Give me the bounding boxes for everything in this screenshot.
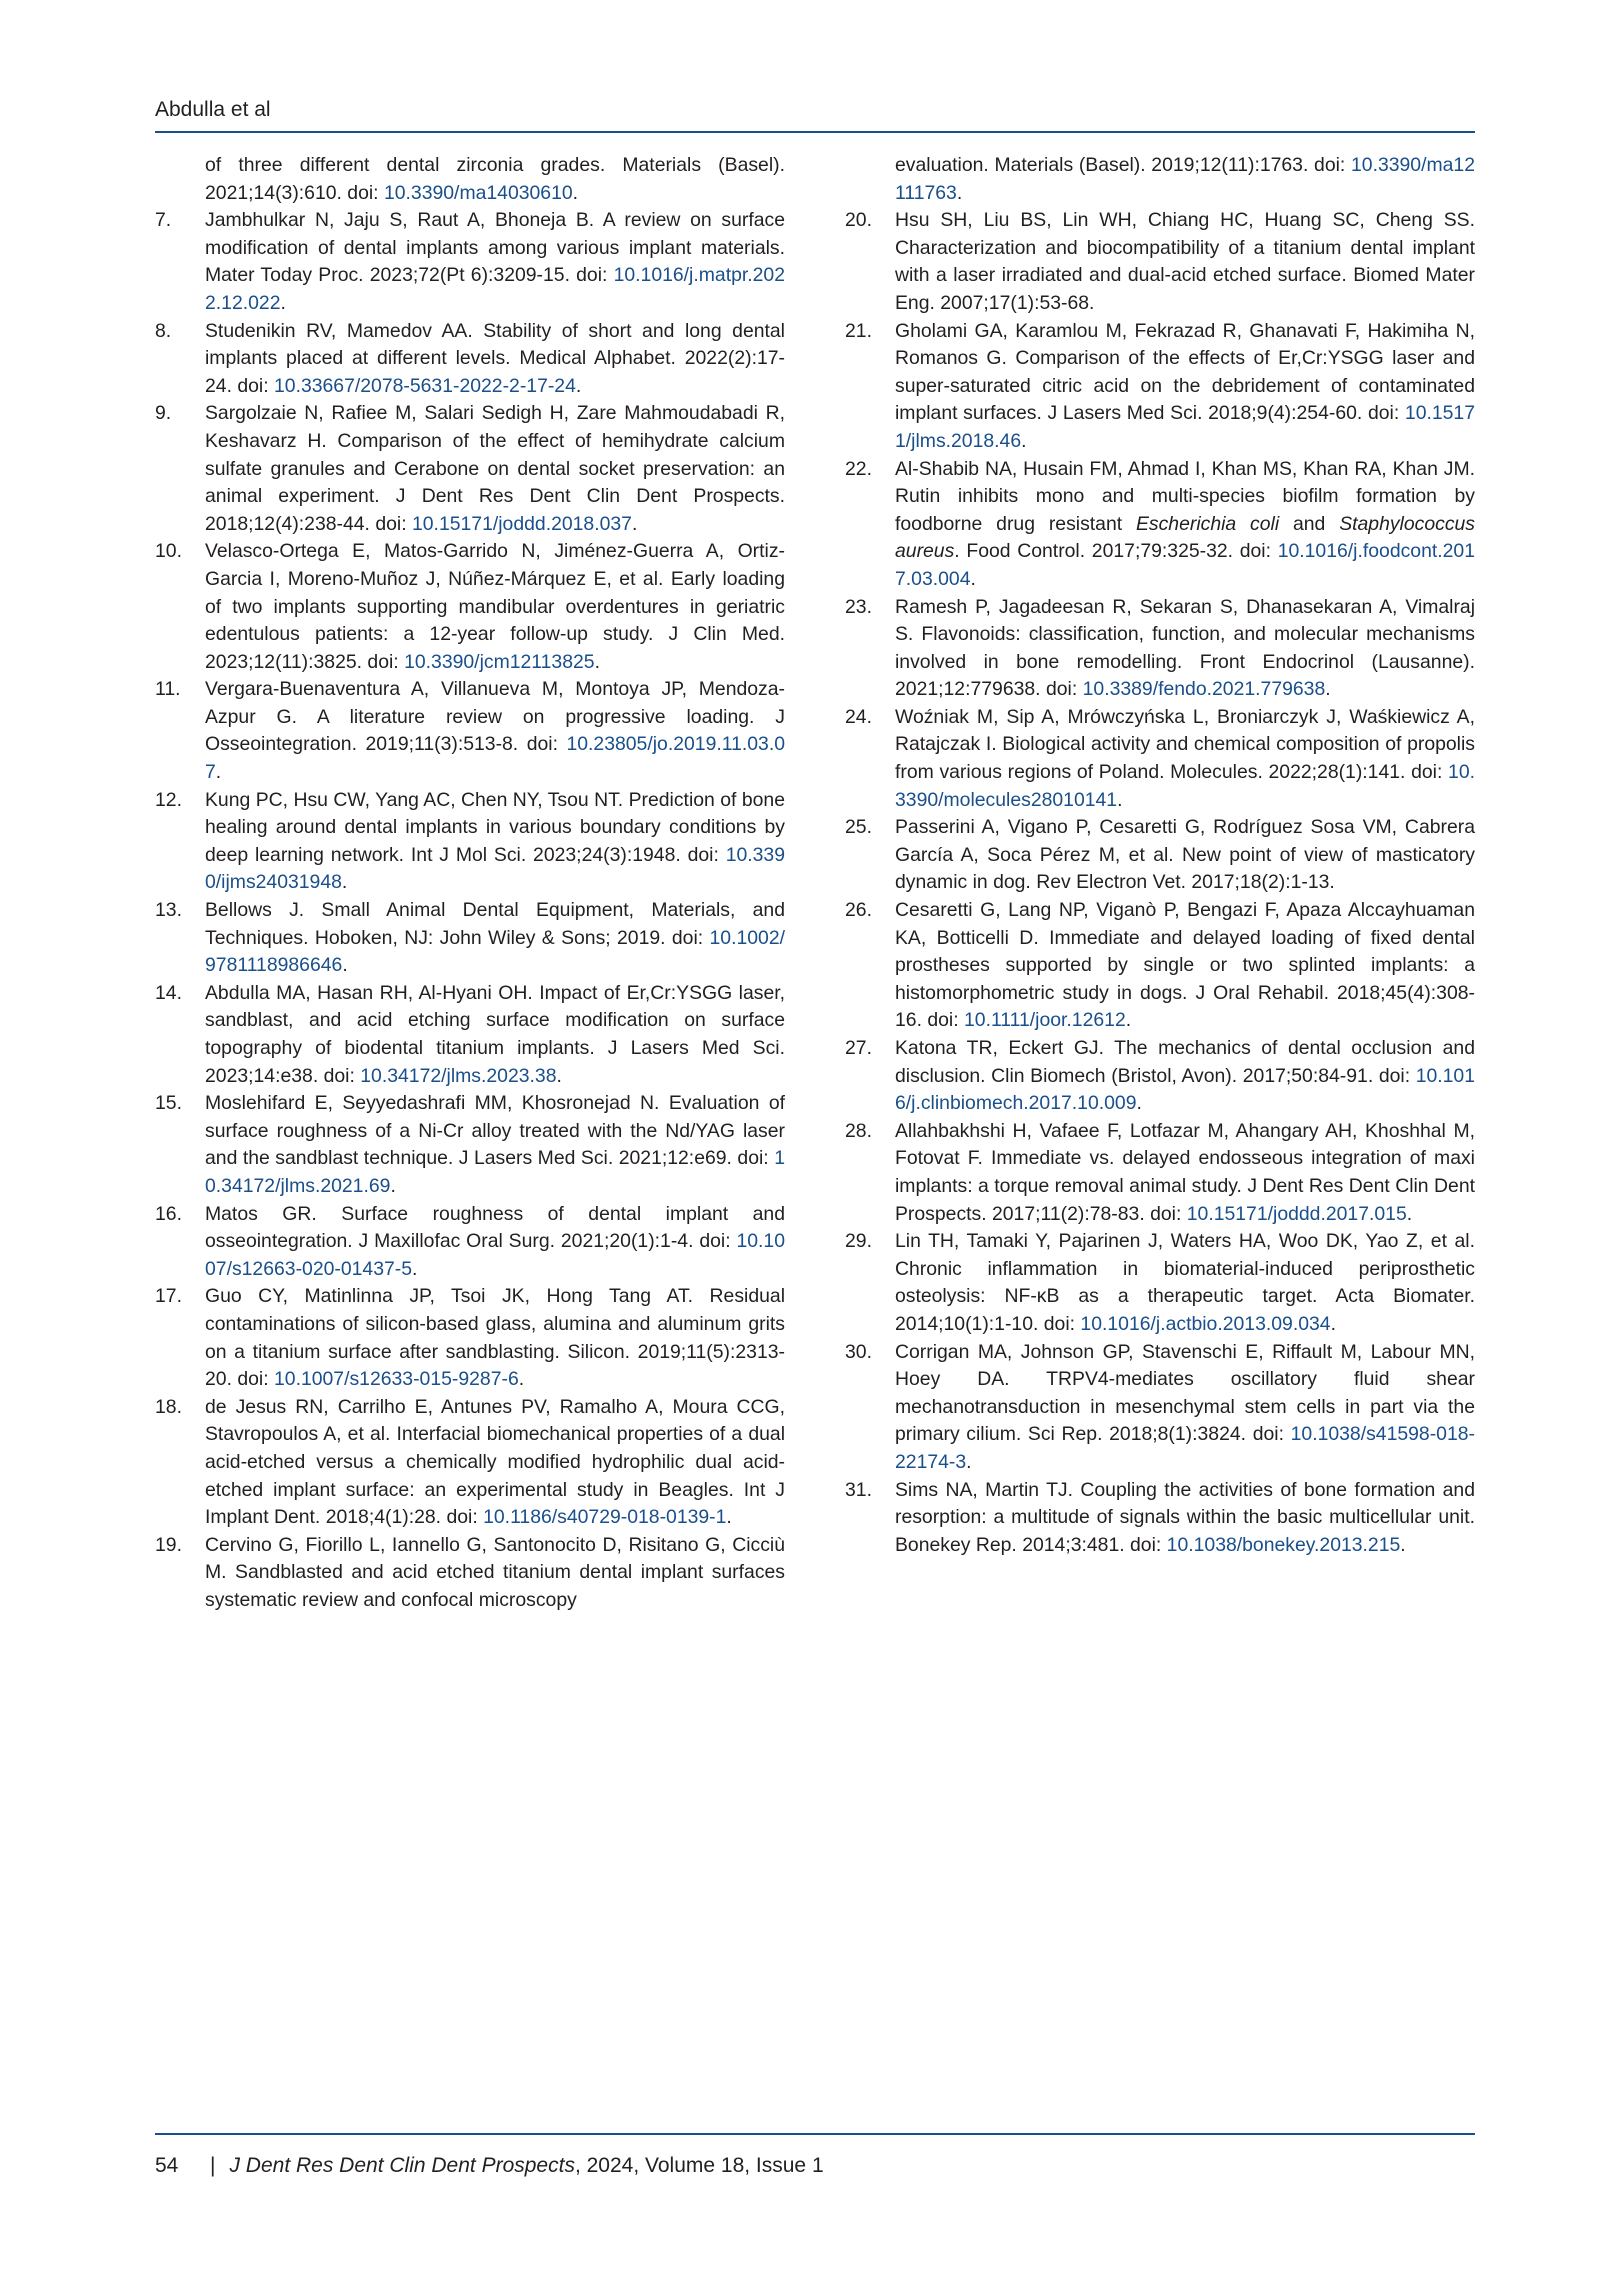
reference-number: 23. [845, 595, 872, 618]
reference-text [205, 1283, 785, 1393]
reference-item [155, 400, 785, 538]
reference-body: Moslehifard E, Seyyedashrafi MM, Khosronejad N. Evaluation of surface roughness of a Ni-Cr alloy treated with the Nd/YAG laser and the sandblast technique. J Lasers Med Sci. 2021;12:e69. doi: [205, 1092, 785, 1170]
reference-tail: . [556, 1064, 562, 1087]
reference-number: 24. [845, 705, 872, 728]
doi-link[interactable]: 10.15171/jlms.2018.46 [895, 402, 1475, 452]
reference-number: 13. [155, 899, 182, 922]
doi-link[interactable]: 10.1016/j.clinbiomech.2017.10.009 [895, 1064, 1475, 1115]
references-column-left [155, 152, 785, 1614]
reference-item [155, 1394, 785, 1532]
reference-number: 11. [155, 678, 181, 701]
doi-link[interactable]: 10.1111/joor.12612 [964, 1009, 1126, 1032]
species-name: Escherichia coli [1135, 512, 1280, 535]
reference-text [895, 1339, 1475, 1477]
doi-link[interactable]: 10.23805/jo.2019.11.03.07 [205, 733, 785, 784]
reference-body: Allahbakhshi H, Vafaee F, Lotfazar M, Ahangary AH, Khoshhal M, Fotovat F. Immediate vs. delayed endosseous integration of maxi implants: a torque removal animal study. J Dent Res Dent Clin Dent Prospects. 2017;11(2):78-83. doi: [895, 1119, 1475, 1225]
doi-link[interactable]: 10.33667/2078-5631-2022-2-17-24 [274, 374, 576, 397]
reference-text [895, 704, 1475, 814]
reference-text [205, 787, 785, 897]
doi-link[interactable]: 10.1016/j.matpr.2022.12.022 [205, 264, 785, 314]
doi-link[interactable]: 10.1038/bonekey.2013.215 [1166, 1533, 1401, 1556]
reference-body: Studenikin RV, Mamedov AA. Stability of short and long dental implants placed at different levels. Medical Alphabet. 2022(2):17-24. doi: [205, 319, 785, 397]
doi-link[interactable]: 10.15171/joddd.2018.037 [411, 512, 632, 535]
running-head: Abdulla et al [155, 98, 271, 121]
reference-text [895, 207, 1475, 317]
doi-link[interactable]: 10.1038/s41598-018-22174-3 [895, 1423, 1475, 1473]
reference-text [205, 538, 785, 676]
reference-item [845, 1118, 1475, 1228]
doi-link[interactable]: 10.1016/j.actbio.2013.09.034 [1080, 1312, 1331, 1335]
reference-body: Ramesh P, Jagadeesan R, Sekaran S, Dhanasekaran A, Vimalraj S. Flavonoids: classification, function, and molecular mechanisms involved in bone remodelling. Front Endocrinol (Lausanne). 2021;12:779638. doi: [895, 595, 1475, 701]
doi-link[interactable]: 10.1007/s12633-015-9287-6 [274, 1368, 519, 1391]
reference-number: 14. [155, 981, 182, 1004]
reference-body: Sims NA, Martin TJ. Coupling the activities of bone formation and resorption: a multitude of signals within the basic multicellular unit. Bonekey Rep. 2014;3:481. doi: [895, 1478, 1475, 1556]
reference-body: . Food Control. 2017;79:325-32. doi: [954, 540, 1278, 563]
reference-item [845, 1339, 1475, 1477]
reference-body: de Jesus RN, Carrilho E, Antunes PV, Ramalho A, Moura CCG, Stavropoulos A, et al. Interfacial biomechanical properties of a dual acid-etched versus a chemically modified hydrophilic dual acid-etched implant surface: an experimental study in Beagles. Int J Implant Dent. 2018;4(1):28. doi: [205, 1395, 785, 1529]
reference-tail: . [390, 1174, 396, 1197]
reference-tail: . [1136, 1092, 1142, 1115]
reference-item [155, 1090, 785, 1200]
reference-item [845, 1035, 1475, 1118]
reference-body: Kung PC, Hsu CW, Yang AC, Chen NY, Tsou NT. Prediction of bone healing around dental implants in various boundary conditions by deep learning network. Int J Mol Sci. 2023;24(3):1948. doi: [205, 788, 785, 866]
reference-tail: . [1330, 1312, 1336, 1335]
reference-number: 28. [845, 1119, 872, 1142]
reference-tail: . [280, 291, 286, 314]
reference-item [155, 1283, 785, 1393]
reference-text [205, 1201, 785, 1284]
issue-info: , 2024, Volume 18, Issue 1 [574, 2154, 824, 2177]
reference-body: Guo CY, Matinlinna JP, Tsoi JK, Hong Tang AT. Residual contaminations of silicon-based glass, alumina and aluminum grits on a titanium surface after sandblasting. Silicon. 2019;11(5):2313-20. doi: [205, 1285, 785, 1391]
doi-link[interactable]: 10.3390/molecules28010141 [895, 761, 1475, 811]
reference-tail: . [631, 512, 638, 535]
reference-item [155, 897, 785, 980]
reference-text [895, 1035, 1475, 1118]
reference-number: 15. [155, 1092, 182, 1115]
footer-separator: | [210, 2154, 216, 2177]
reference-tail: . [572, 181, 579, 204]
reference-number: 16. [155, 1202, 182, 1225]
reference-tail: . [970, 567, 976, 590]
reference-body: Al-Shabib NA, Husain FM, Ahmad I, Khan MS, Khan RA, Khan JM. Rutin inhibits mono and multi-species biofilm formation by foodborne drug resistant [895, 457, 1475, 535]
reference-item [155, 980, 785, 1090]
reference-tail: . [1021, 429, 1027, 452]
reference-number: 21. [845, 319, 872, 342]
reference-tail: . [594, 650, 600, 673]
doi-link[interactable]: 10.15171/joddd.2017.015 [1186, 1202, 1407, 1225]
reference-body: Katona TR, Eckert GJ. The mechanics of dental occlusion and disclusion. Clin Biomech (Bristol, Avon). 2017;50:84-91. doi: [895, 1037, 1475, 1087]
reference-tail: . [1125, 1009, 1132, 1032]
references-column-right [845, 152, 1475, 1559]
reference-text [205, 207, 785, 317]
reference-item [155, 538, 785, 676]
page-footer [155, 2154, 824, 2178]
reference-number: 10. [155, 540, 182, 563]
reference-item [155, 1201, 785, 1284]
reference-text [895, 318, 1475, 456]
reference-text [205, 897, 785, 980]
reference-body: Matos GR. Surface roughness of dental implant and osseointegration. J Maxillofac Oral Surg. 2021;20(1):1-4. doi: [205, 1202, 785, 1253]
reference-number: 26. [845, 899, 872, 922]
reference-item [845, 704, 1475, 814]
reference-item [845, 318, 1475, 456]
reference-body: Lin TH, Tamaki Y, Pajarinen J, Waters HA, Woo DK, Yao Z, et al. Chronic inflammation in biomaterial-induced periprosthetic osteolysis: NF-κB as a therapeutic target. Acta Biomater. 2014;10(1):1-10. doi: [895, 1230, 1475, 1335]
reference-tail: . [412, 1257, 418, 1280]
reference-text [895, 594, 1475, 704]
reference-text [205, 152, 785, 207]
page-number: 54 [155, 2154, 179, 2177]
reference-number: 8. [155, 319, 172, 342]
doi-link[interactable]: 10.3390/ijms24031948 [205, 843, 785, 894]
reference-tail: . [966, 1450, 972, 1473]
reference-text [895, 456, 1475, 594]
reference-item [845, 456, 1475, 594]
reference-body: evaluation. Materials (Basel). 2019;12(11):1763. doi: [895, 154, 1351, 176]
reference-item [155, 787, 785, 897]
doi-link[interactable]: 10.1002/9781118986646 [205, 926, 785, 977]
reference-number: 22. [845, 457, 872, 480]
reference-body: Corrigan MA, Johnson GP, Stavenschi E, Riffault M, Labour MN, Hoey DA. TRPV4-mediates oscillatory fluid shear mechanotransduction in mesenchymal stem cells in part via the primary cilium. Sci Rep. 2018;8(1):3824. doi: [895, 1340, 1475, 1446]
reference-body: Bellows J. Small Animal Dental Equipment, Materials, and Techniques. Hoboken, NJ: John Wiley & Sons; 2019. doi: [205, 899, 785, 949]
reference-number: 19. [155, 1533, 182, 1556]
reference-tail: . [1117, 788, 1123, 811]
reference-number: 30. [845, 1340, 872, 1363]
reference-text [205, 676, 785, 786]
reference-tail: . [1400, 1533, 1406, 1556]
reference-item [155, 1532, 785, 1615]
reference-number: 9. [155, 402, 172, 425]
reference-body: Cesaretti G, Lang NP, Viganò P, Bengazi F, Apaza Alccayhuaman KA, Botticelli D. Immediate and delayed loading of fixed dental prostheses supported by single or two splinted implants: a histomorphometric study in dogs. J Oral Rehabil. 2018;45(4):308-16. doi: [895, 899, 1475, 1032]
reference-number: 18. [155, 1395, 182, 1418]
doi-link[interactable]: 10.3389/fendo.2021.779638 [1082, 678, 1326, 701]
reference-body: Jambhulkar N, Jaju S, Raut A, Bhoneja B. A review on surface modification of dental implants among various implant materials. Mater Today Proc. 2023;72(Pt 6):3209-15. doi: [205, 209, 785, 287]
reference-item [845, 897, 1475, 1035]
reference-item [845, 207, 1475, 317]
reference-text [895, 1477, 1475, 1560]
reference-tail: . [1325, 678, 1331, 701]
reference-tail: . [1406, 1202, 1413, 1225]
reference-text [205, 1532, 785, 1615]
reference-tail: . [342, 954, 348, 977]
reference-item [845, 594, 1475, 704]
reference-item [155, 152, 785, 207]
reference-tail: . [726, 1506, 732, 1529]
reference-number: 27. [845, 1037, 872, 1059]
reference-body: Gholami GA, Karamlou M, Fekrazad R, Ghanavati F, Hakimiha N, Romanos G. Comparison of the effects of Er,Cr:YSGG laser and super-saturated citric acid on the debridement of contaminated implant surfaces. J Lasers Med Sci. 2018;9(4):254-60. doi: [895, 319, 1475, 425]
reference-tail: . [575, 374, 582, 397]
doi-link[interactable]: 10.3390/ma12111763 [895, 154, 1475, 204]
reference-number: 20. [845, 209, 872, 232]
reference-body: Sargolzaie N, Rafiee M, Salari Sedigh H, Zare Mahmoudabadi R, Keshavarz H. Comparison of the effect of hemihydrate calcium sulfate granules and Cerabone on dental socket preservation: an animal experiment. J Dent Res Dent Clin Dent Prospects. 2018;12(4):238-44. doi: [205, 402, 785, 535]
species-name: Staphylococcus aureus [895, 512, 1475, 563]
reference-text [205, 980, 785, 1090]
journal-name: J Dent Res Dent Clin Dent Prospects [229, 2154, 575, 2177]
reference-number: 31. [845, 1478, 872, 1501]
reference-item [845, 814, 1475, 897]
reference-number: 17. [155, 1285, 182, 1308]
doi-link[interactable]: 10.3390/jcm12113825 [404, 650, 595, 673]
reference-number: 7. [155, 209, 172, 232]
doi-link[interactable]: 10.34172/jlms.2021.69 [205, 1147, 785, 1197]
reference-item [155, 676, 785, 786]
footer-rule [155, 2133, 1475, 2135]
doi-link[interactable]: 10.1007/s12663-020-01437-5 [205, 1230, 785, 1280]
header-rule [155, 131, 1475, 133]
reference-body: and [1279, 512, 1340, 535]
reference-tail: . [518, 1368, 525, 1391]
reference-tail: . [215, 761, 222, 784]
reference-text [895, 814, 1475, 897]
reference-text [205, 318, 785, 401]
reference-item [155, 207, 785, 317]
reference-item [155, 318, 785, 401]
reference-number: 25. [845, 816, 872, 839]
reference-text [205, 1394, 785, 1532]
reference-text [205, 400, 785, 538]
reference-tail: . [956, 181, 963, 204]
reference-body: Cervino G, Fiorillo L, Iannello G, Santonocito D, Risitano G, Cicciù M. Sandblasted and acid etched titanium dental implant surfaces systematic review and confocal microscopy [205, 1533, 785, 1611]
reference-body: of three different dental zirconia grades. Materials (Basel). 2021;14(3):610. doi: [205, 154, 785, 204]
reference-text [895, 1228, 1475, 1338]
reference-text [205, 1090, 785, 1200]
reference-body: Abdulla MA, Hasan RH, Al-Hyani OH. Impact of Er,Cr:YSGG laser, sandblast, and acid etching surface modification on surface topography of biodental titanium implants. J Lasers Med Sci. 2023;14:e38. doi: [205, 981, 785, 1087]
reference-item [845, 1477, 1475, 1560]
reference-tail: . [341, 871, 348, 894]
reference-body: Vergara-Buenaventura A, Villanueva M, Montoya JP, Mendoza-Azpur G. A literature review on progressive loading. J Osseointegration. 2019;11(3):513-8. doi: [205, 678, 785, 756]
reference-body: Woźniak M, Sip A, Mrówczyńska L, Broniarczyk J, Waśkiewicz A, Ratajczak I. Biological activity and chemical composition of propolis from various regions of Poland. Molecules. 2022;28(1):141. doi: [895, 705, 1475, 784]
reference-item [845, 152, 1475, 207]
doi-link[interactable]: 10.1186/s40729-018-0139-1 [483, 1506, 727, 1529]
reference-text [895, 152, 1475, 207]
doi-link[interactable]: 10.3390/ma14030610 [383, 181, 573, 204]
reference-body: Passerini A, Vigano P, Cesaretti G, Rodríguez Sosa VM, Cabrera García A, Soca Pérez M, et al. New point of view of masticatory dynamic in dog. Rev Electron Vet. 2017;18(2):1-13. [895, 816, 1475, 894]
reference-body: Velasco-Ortega E, Matos-Garrido N, Jiménez-Guerra A, Ortiz-Garcia I, Moreno-Muñoz J, Núñez-Márquez E, et al. Early loading of two implants supporting mandibular overdentures in geriatric edentulous patients: a 12-year follow-up study. J Clin Med. 2023;12(11):3825. doi: [205, 540, 785, 673]
reference-body: Hsu SH, Liu BS, Lin WH, Chiang HC, Huang SC, Cheng SS. Characterization and biocompatibility of a titanium dental implant with a laser irradiated and dual-acid etched surface. Biomed Mater Eng. 2007;17(1):53-68. [895, 209, 1475, 314]
doi-link[interactable]: 10.1016/j.foodcont.2017.03.004 [895, 540, 1475, 590]
reference-text [895, 1118, 1475, 1228]
reference-number: 29. [845, 1230, 872, 1253]
doi-link[interactable]: 10.34172/jlms.2023.38 [360, 1064, 557, 1087]
reference-number: 12. [155, 788, 182, 811]
reference-item [845, 1228, 1475, 1338]
reference-text [895, 897, 1475, 1035]
